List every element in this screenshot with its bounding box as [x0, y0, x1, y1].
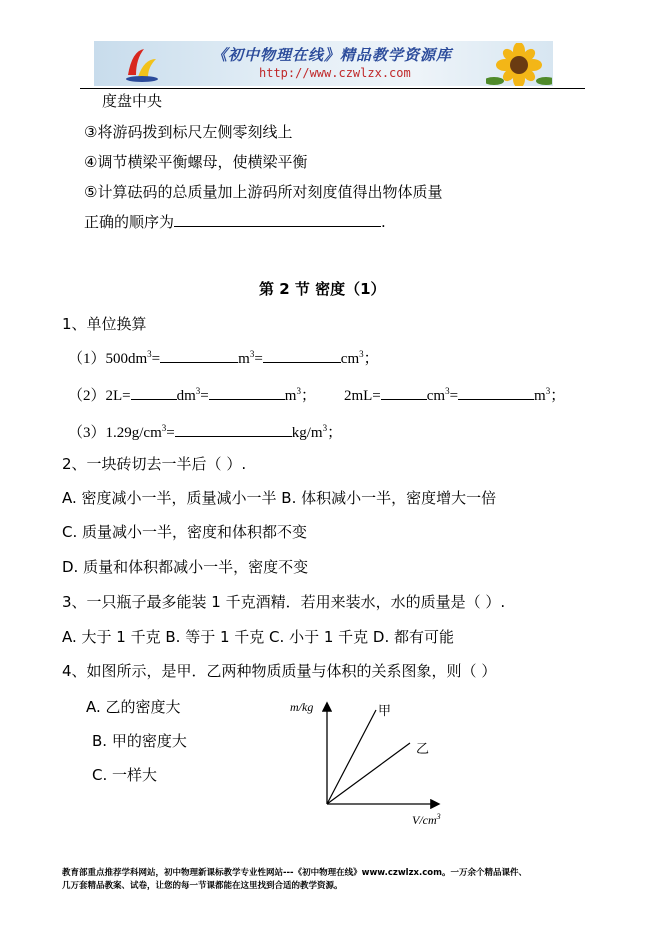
prev-line-1: 度盘中央	[102, 92, 163, 110]
q1-line-2	[68, 384, 565, 405]
sup: 3	[296, 386, 301, 396]
eq: =	[449, 388, 459, 404]
sup: 3	[322, 423, 328, 433]
section-title: 第 2 节 密度（1）	[259, 280, 386, 298]
sup: 3	[147, 349, 152, 359]
q1-l1-m: m	[238, 351, 250, 367]
eq: =	[151, 351, 161, 367]
prev-line-3: ③将游码拨到标尺左侧零刻线上	[84, 123, 293, 141]
eq: =	[254, 351, 263, 367]
sup: 3	[195, 386, 201, 396]
sup: 3	[545, 386, 551, 396]
semi: ；	[363, 351, 379, 367]
q4-option-c: C. 一样大	[92, 766, 158, 784]
eq: =	[166, 425, 175, 441]
q1-l2-m: m	[284, 388, 297, 404]
sup: 3	[359, 349, 364, 359]
q1-l2-blank-2[interactable]	[209, 385, 285, 400]
banner-url[interactable]: http://www.czwlzx.com	[259, 66, 411, 80]
semi: ；	[300, 388, 316, 404]
q2-title: 2、一块砖切去一半后（ ）.	[62, 455, 247, 473]
header-banner	[94, 41, 553, 86]
q1-l2-blank-1[interactable]	[131, 385, 177, 400]
header-rule	[80, 88, 585, 89]
q1-l2-m2: m	[534, 388, 546, 404]
semi: ；	[550, 388, 566, 404]
q1-title: 1、单位换算	[62, 315, 147, 333]
y-axis-label: m/kg	[290, 700, 314, 714]
q1-l2-blank-4[interactable]	[458, 385, 534, 400]
q1-l2-prefix: （2）2L=	[68, 388, 131, 404]
q1-l1-cm: cm	[340, 351, 360, 367]
order-end: .	[381, 213, 386, 231]
semi: ；	[327, 425, 343, 441]
sup: 3	[249, 349, 255, 359]
logo-icon	[122, 45, 162, 83]
x-axis-label	[412, 812, 441, 828]
q4-option-b: B. 甲的密度大	[92, 732, 187, 750]
q3-title: 3、一只瓶子最多能装 1 千克酒精．若用来装水，水的质量是（ ）.	[62, 593, 506, 611]
q1-l1-blank-2[interactable]	[263, 348, 341, 363]
q2-option-ab: A. 密度减小一半，质量减小一半 B. 体积减小一半，密度增大一倍	[62, 489, 497, 507]
sup: 3	[161, 423, 167, 433]
order-prompt: 正确的顺序为	[84, 213, 175, 231]
sup: 3	[445, 386, 450, 396]
line-yi	[327, 743, 410, 804]
x-axis-label-text: V/cm	[412, 813, 437, 827]
q1-l2-blank-3[interactable]	[381, 385, 427, 400]
footer-line-1: 教育部重点推荐学科网站，初中物理新课标教学专业性网站---《初中物理在线》www.czwlzx.com。一万余个精品课件、	[62, 868, 527, 878]
q3-options: A. 大于 1 千克 B. 等于 1 千克 C. 小于 1 千克 D. 都有可能	[62, 628, 455, 646]
prev-line-5: ⑤计算砝码的总质量加上游码所对刻度值得出物体质量	[84, 183, 443, 201]
q2-option-c: C. 质量减小一半，密度和体积都不变	[62, 523, 308, 541]
x-axis-label-sup: 3	[436, 812, 441, 821]
line-yi-label: 乙	[416, 742, 430, 757]
q1-line-1	[68, 347, 379, 368]
footer-line-2: 几万套精品教案、试卷，让您的每一节课都能在这里找到合适的教学资源。	[62, 881, 343, 891]
q1-l2-ml: 2mL=	[343, 388, 381, 404]
eq: =	[200, 388, 209, 404]
q2-option-d: D. 质量和体积都减小一半，密度不变	[62, 558, 309, 576]
q1-l2-dm: dm	[176, 388, 196, 404]
prev-line-4: ④调节横梁平衡螺母，使横梁平衡	[84, 153, 308, 171]
q1-l3-prefix: （3）1.29g/cm	[68, 425, 162, 441]
q1-l1-blank-1[interactable]	[160, 348, 238, 363]
q1-l3-unit: kg/m	[291, 425, 323, 441]
q1-l1-prefix: （1）500dm	[68, 351, 148, 367]
order-line	[84, 211, 386, 232]
order-blank[interactable]	[174, 212, 381, 227]
q4-title: 4、如图所示，是甲．乙两种物质质量与体积的关系图象，则（ ）	[62, 662, 497, 680]
line-jia	[327, 710, 376, 804]
banner-title: 《初中物理在线》精品教学资源库	[212, 46, 453, 64]
q1-line-3	[68, 421, 342, 442]
q1-l3-blank[interactable]	[175, 422, 292, 437]
q1-l2-cm: cm	[426, 388, 446, 404]
line-jia-label: 甲	[378, 704, 392, 719]
sunflower-icon	[486, 43, 552, 86]
q4-option-a: A. 乙的密度大	[86, 698, 181, 716]
